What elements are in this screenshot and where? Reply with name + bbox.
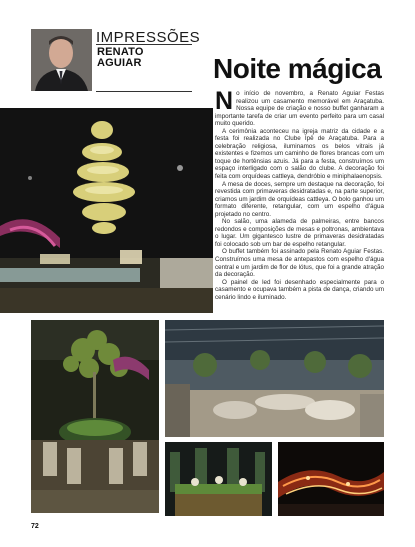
article-paragraph: No salão, uma alameda de palmeiras, entre bancos redondos e composições de mesas e poltronas, ambientava o lugar. Um gigantesco lustre de primaveras desidratadas foi colocado sob um bar de espelho retangular. bbox=[215, 218, 384, 248]
article-headline: Noite mágica bbox=[213, 53, 382, 84]
author-name-last: AGUIAR bbox=[97, 57, 142, 69]
article-paragraph: O buffet também foi assinado pela Renato Aguiar Festas. Construímos uma mesa de antepastos com espelho d'água central e um jardim de flor de lótus, que foi a grande atração da decoração. bbox=[215, 248, 384, 279]
article-body bbox=[215, 87, 384, 301]
article-paragraph: No início de novembro, a Renato Aguiar Festas realizou um casamento memorável em Araçatuba. Nossa equipe de criação e nosso buffet ganharam a importante tarefa de criar um evento perfeito para um casal muito querido. bbox=[215, 87, 384, 128]
article-paragraph: O painel de led foi desenhado especialmente para o casamento e ocupava também a pista de dança, criando um cenário lindo e iluminado. bbox=[215, 278, 384, 301]
photo-led-dance-floor bbox=[278, 442, 384, 516]
article-paragraph: A mesa de doces, sempre um destaque na decoração, foi revestida com primaveras desidratadas e, na parte superior, criamos um jardim de orquídeas cattleya. O bolo ganhou um formato diferente, retangular, com um espelho d'água projetado no centro. bbox=[215, 180, 384, 218]
drop-cap: N bbox=[215, 87, 234, 115]
page-number: 72 bbox=[31, 523, 39, 530]
article-paragraph: A cerimônia aconteceu na igreja matriz da cidade e a festa foi realizada no Clube Ipê de Araçatuba. Para a celebração religiosa, iluminamos os belos vitrais já existentes e fizemos um caminho de flores brancas com um toque de hortênsias azuis. Já para a festa, construímos um espaço interligado com o salão do clube. A decoração foi feita com orquídeas cattleya, dendróbio e miniphalaenopsis. bbox=[215, 127, 384, 181]
photo-buffet-table bbox=[165, 442, 272, 516]
column-title: IMPRESSÕES bbox=[96, 29, 201, 46]
author-portrait bbox=[31, 29, 92, 91]
photo-lounge-area bbox=[165, 320, 384, 437]
photo-table-centerpiece bbox=[31, 320, 159, 513]
photo-flower-chandelier bbox=[0, 108, 213, 313]
header-rule-bottom bbox=[96, 91, 192, 92]
author-name-first: RENATO bbox=[97, 46, 144, 58]
